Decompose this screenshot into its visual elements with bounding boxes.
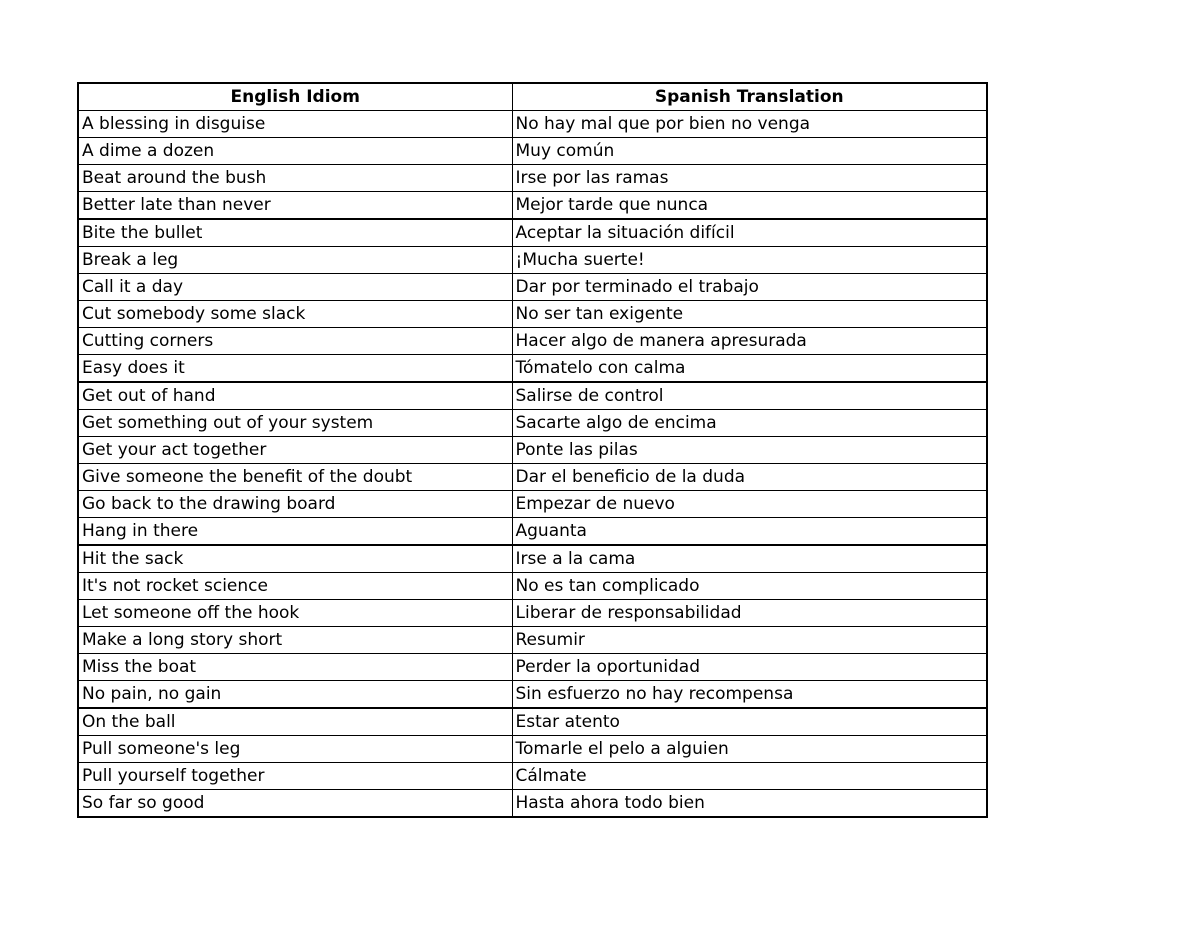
table-row — [78, 219, 987, 247]
english-idiom-cell: Get your act together — [78, 437, 512, 464]
spanish-translation-cell: ¡Mucha suerte! — [512, 247, 987, 274]
english-idiom-cell: Beat around the bush — [78, 165, 512, 192]
spanish-translation-cell: Hacer algo de manera apresurada — [512, 328, 987, 355]
table-row — [78, 654, 987, 681]
table-row — [78, 437, 987, 464]
spanish-translation-cell: Irse por las ramas — [512, 165, 987, 192]
spanish-translation-cell: Aceptar la situación difícil — [512, 219, 987, 247]
spanish-translation-cell: No es tan complicado — [512, 573, 987, 600]
spanish-translation-cell: Mejor tarde que nunca — [512, 192, 987, 220]
table-row — [78, 790, 987, 818]
header-spanish-translation: Spanish Translation — [512, 83, 987, 111]
english-idiom-cell: Easy does it — [78, 355, 512, 383]
table-row — [78, 763, 987, 790]
table-row — [78, 736, 987, 763]
english-idiom-cell: Pull someone's leg — [78, 736, 512, 763]
spanish-translation-cell: Resumir — [512, 627, 987, 654]
spanish-translation-cell: Tomarle el pelo a alguien — [512, 736, 987, 763]
table-row — [78, 355, 987, 383]
table-row — [78, 708, 987, 736]
spanish-translation-cell: Salirse de control — [512, 382, 987, 410]
english-idiom-cell: Hang in there — [78, 518, 512, 546]
english-idiom-cell: Break a leg — [78, 247, 512, 274]
idiom-table — [77, 82, 988, 818]
english-idiom-cell: So far so good — [78, 790, 512, 818]
table-row — [78, 192, 987, 220]
table-body — [78, 111, 987, 818]
table-row — [78, 382, 987, 410]
english-idiom-cell: Bite the bullet — [78, 219, 512, 247]
spanish-translation-cell: Estar atento — [512, 708, 987, 736]
spanish-translation-cell: Sin esfuerzo no hay recompensa — [512, 681, 987, 709]
header-english-idiom: English Idiom — [78, 83, 512, 111]
english-idiom-cell: Get out of hand — [78, 382, 512, 410]
table-header — [78, 83, 987, 111]
spanish-translation-cell: Dar por terminado el trabajo — [512, 274, 987, 301]
english-idiom-cell: Go back to the drawing board — [78, 491, 512, 518]
header-row — [78, 83, 987, 111]
spanish-translation-cell: Sacarte algo de encima — [512, 410, 987, 437]
spanish-translation-cell: Dar el beneficio de la duda — [512, 464, 987, 491]
table-row — [78, 301, 987, 328]
spanish-translation-cell: Empezar de nuevo — [512, 491, 987, 518]
table-row — [78, 681, 987, 709]
spanish-translation-cell: Ponte las pilas — [512, 437, 987, 464]
english-idiom-cell: On the ball — [78, 708, 512, 736]
table-row — [78, 247, 987, 274]
english-idiom-cell: Give someone the benefit of the doubt — [78, 464, 512, 491]
table-row — [78, 165, 987, 192]
table-row — [78, 111, 987, 138]
table-row — [78, 410, 987, 437]
spanish-translation-cell: Irse a la cama — [512, 545, 987, 573]
spanish-translation-cell: Aguanta — [512, 518, 987, 546]
spanish-translation-cell: Tómatelo con calma — [512, 355, 987, 383]
table-row — [78, 274, 987, 301]
english-idiom-cell: Hit the sack — [78, 545, 512, 573]
english-idiom-cell: Make a long story short — [78, 627, 512, 654]
table-row — [78, 328, 987, 355]
table-row — [78, 573, 987, 600]
english-idiom-cell: Miss the boat — [78, 654, 512, 681]
english-idiom-cell: Let someone off the hook — [78, 600, 512, 627]
english-idiom-cell: Get something out of your system — [78, 410, 512, 437]
english-idiom-cell: Call it a day — [78, 274, 512, 301]
english-idiom-cell: A blessing in disguise — [78, 111, 512, 138]
english-idiom-cell: It's not rocket science — [78, 573, 512, 600]
table-row — [78, 138, 987, 165]
table-row — [78, 518, 987, 546]
english-idiom-cell: Pull yourself together — [78, 763, 512, 790]
table-row — [78, 491, 987, 518]
english-idiom-cell: No pain, no gain — [78, 681, 512, 709]
table-row — [78, 464, 987, 491]
table-row — [78, 600, 987, 627]
spanish-translation-cell: Hasta ahora todo bien — [512, 790, 987, 818]
table-row — [78, 627, 987, 654]
table-row — [78, 545, 987, 573]
spanish-translation-cell: Muy común — [512, 138, 987, 165]
spanish-translation-cell: Cálmate — [512, 763, 987, 790]
spanish-translation-cell: Perder la oportunidad — [512, 654, 987, 681]
english-idiom-cell: A dime a dozen — [78, 138, 512, 165]
english-idiom-cell: Cutting corners — [78, 328, 512, 355]
spanish-translation-cell: No ser tan exigente — [512, 301, 987, 328]
spanish-translation-cell: No hay mal que por bien no venga — [512, 111, 987, 138]
english-idiom-cell: Cut somebody some slack — [78, 301, 512, 328]
english-idiom-cell: Better late than never — [78, 192, 512, 220]
spanish-translation-cell: Liberar de responsabilidad — [512, 600, 987, 627]
